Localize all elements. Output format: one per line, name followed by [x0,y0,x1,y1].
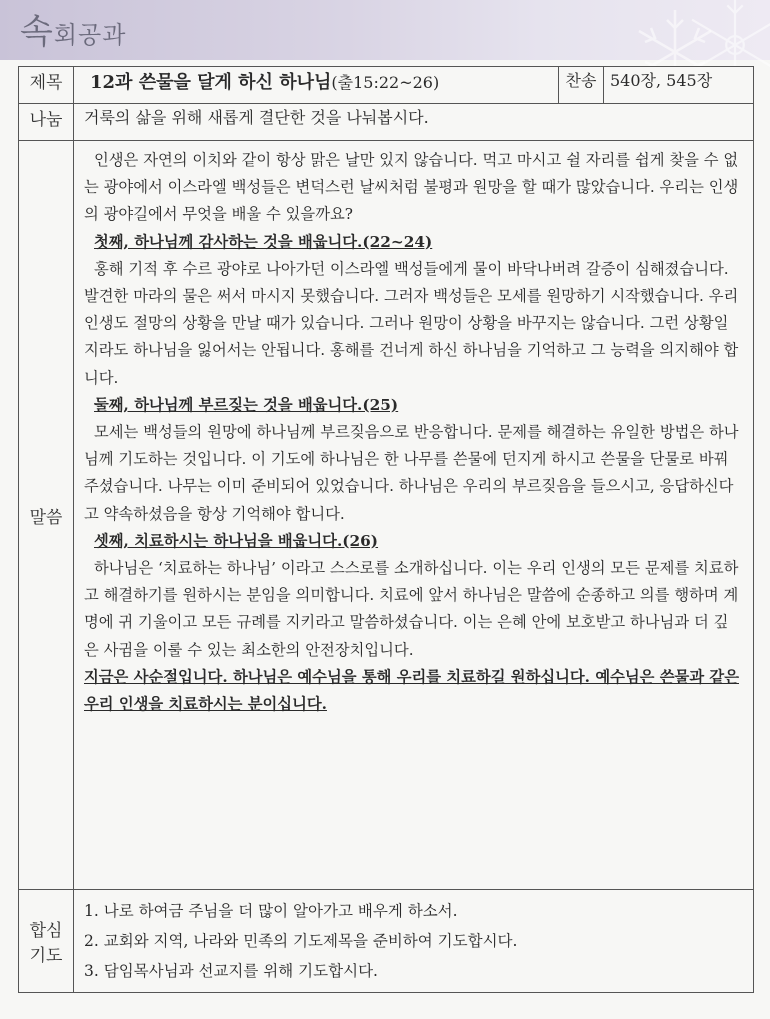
point-1-text: 홍해 기적 후 수르 광야로 나아가던 이스라엘 백성들에게 물이 바닥나버려 갈증이 심해졌습니다. 발견한 마라의 물은 써서 마시지 못했습니다. 그러자 백성들은 모세를 원망하기 시작했습니다. 우리 인생도 절망의 상황을 만날 때가 있습니다. 그러나 원망이 상황을 바꾸지는 않습니다. 그런 상황일지라도 하나님을 잃어서는 안됩니다. 홍해를 건너게 하신 하나님을 기억하고 그 능력을 의지해야 합니다. [84,259,739,387]
prayer-list [74,890,754,993]
point-1-heading: 첫째, 하나님께 감사하는 것을 배웁니다.(22~24) [94,232,433,251]
title-label: 제목 [19,67,74,104]
point-3-heading: 셋째, 치료하시는 하나님을 배웁니다.(26) [94,531,379,550]
prayer-label [19,890,74,993]
prayer-label-line-1: 합심 [29,921,63,941]
word-body [74,141,754,890]
prayer-label-line-2: 기도 [29,946,63,966]
prayer-row [19,890,754,993]
prayer-item: 2. 교회와 지역, 나라와 민족의 기도제목을 준비하여 기도합시다. [84,932,518,950]
section-title [20,4,126,53]
title-row [19,67,754,104]
share-text: 거룩의 삶을 위해 새롭게 결단한 것을 나눠봅시다. [74,104,754,141]
prayer-item: 3. 담임목사님과 선교지를 위해 기도합시다. [84,962,378,980]
lesson-table [18,66,754,993]
hymn-label: 찬송 [559,67,604,104]
header-banner [0,0,770,60]
prayer-item: 1. 나로 하여금 주님을 더 많이 알아가고 배우게 하소서. [84,902,458,920]
lesson-title [74,67,559,104]
word-row [19,141,754,890]
word-label: 말씀 [19,141,74,890]
share-row [19,104,754,141]
point-2-heading: 둘째, 하나님께 부르짖는 것을 배웁니다.(25) [94,395,399,414]
lesson-title-text: 12과 쓴물을 달게 하신 하나님 [90,72,332,93]
intro-paragraph: 인생은 자연의 이치와 같이 항상 맑은 날만 있지 않습니다. 먹고 마시고 쉴 자리를 쉽게 찾을 수 없는 광야에서 이스라엘 백성들은 변덕스런 날씨처럼 불평과 원망을 할 때가 많았습니다. 우리는 인생의 광야길에서 무엇을 배울 수 있을까요? [84,151,739,224]
conclusion: 지금은 사순절입니다. 하나님은 예수님을 통해 우리를 치료하길 원하십니다. 예수님은 쓴물과 같은 우리 인생을 치료하시는 분이십니다. [84,667,739,714]
point-3-text: 하나님은 ‘치료하는 하나님’ 이라고 스스로를 소개하십니다. 이는 우리 인생의 모든 문제를 치료하고 해결하기를 원하시는 분임을 의미합니다. 치료에 앞서 하나님은 말씀에 순종하고 의를 행하며 계명에 귀 기울이고 모든 규례를 지키라고 말씀하셨습니다. 이는 은혜 안에 보호받고 하나님과 더 깊은 사귐을 이룰 수 있는 최소한의 안전장치입니다. [84,559,739,659]
lesson-reference: (출15:22~26) [331,73,440,92]
section-title-first-char: 속 [20,12,54,52]
hymn-numbers: 540장, 545장 [604,67,754,104]
share-label: 나눔 [19,104,74,141]
point-2-text: 모세는 백성들의 원망에 하나님께 부르짖음으로 반응합니다. 문제를 해결하는 유일한 방법은 하나님께 기도하는 것입니다. 이 기도에 하나님은 한 나무를 쓴물에 던지게 하시고 쓴물을 단물로 바꿔주셨습니다. 나무는 이미 준비되어 있었습니다. 하나님은 우리의 부르짖음을 들으시고, 응답하신다고 약속하셨음을 항상 기억해야 합니다. [84,423,739,523]
section-title-rest: 회공과 [53,21,127,49]
